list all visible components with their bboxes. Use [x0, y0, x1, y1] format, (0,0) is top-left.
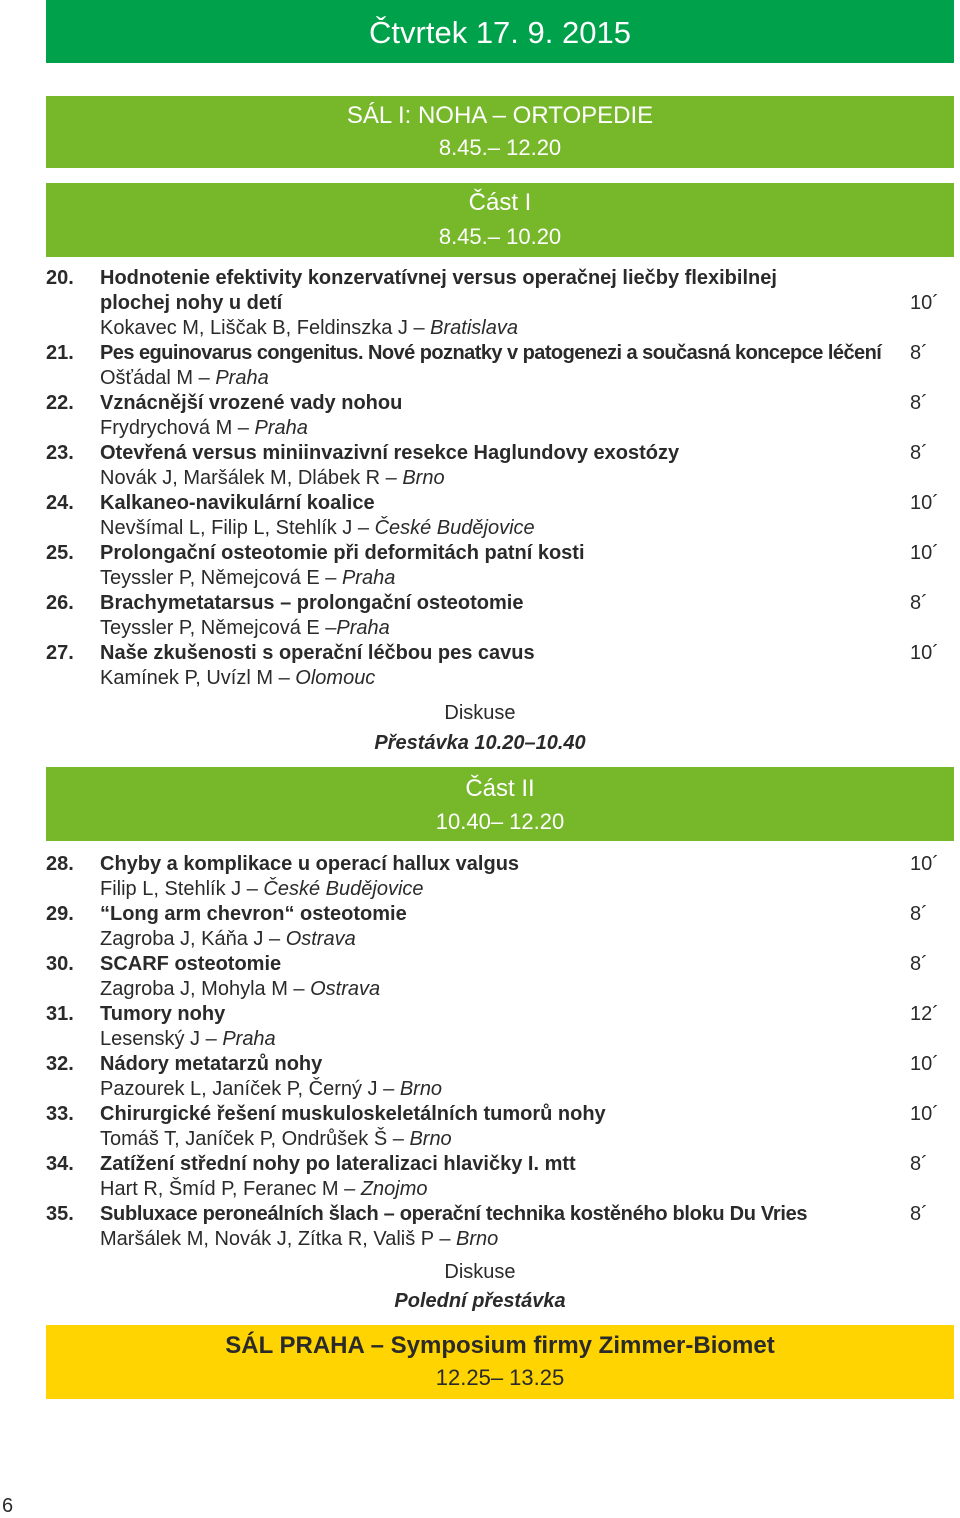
talk-city: Ostrava [310, 978, 381, 1000]
talk-city: Brno [456, 1228, 499, 1250]
part1-time: 8.45.– 10.20 [438, 224, 562, 249]
talk-city: Praha [222, 1028, 276, 1050]
talk-number: 24. [46, 492, 74, 514]
talk-city: Praha [254, 417, 308, 439]
talk-authors: Novák J, Maršálek M, Dlábek R – Brno [100, 467, 445, 489]
talk-authors: Pazourek L, Janíček P, Černý J – Brno [100, 1078, 443, 1100]
talk-title: Tumory nohy [100, 1003, 226, 1025]
talk-authors-row [0, 1126, 960, 1152]
talk-title: Kalkaneo-navikulární koalice [100, 492, 375, 514]
talk-authors-row [0, 515, 960, 541]
talk-title: Pes eguinovarus congenitus. Nové poznatky v patogenezi a současná koncepce léčení [100, 342, 882, 364]
authors: Nevšímal L, Filip L, Stehlík J [100, 517, 353, 539]
talk-number: 25. [46, 542, 74, 564]
talk-item [0, 1051, 960, 1077]
talk-duration: 8´ [910, 903, 928, 925]
talk-number: 34. [46, 1153, 74, 1175]
talk-title: Naše zkušenosti s operační léčbou pes cavus [100, 642, 535, 664]
talk-authors: Zagroba J, Káňa J – Ostrava [100, 928, 356, 950]
talk-item [0, 1201, 960, 1227]
talk-number: 32. [46, 1053, 74, 1075]
talk-authors-row [0, 976, 960, 1002]
authors: Maršálek M, Novák J, Zítka R, Vališ P [100, 1228, 434, 1250]
talk-title: “Long arm chevron“ osteotomie [100, 903, 407, 925]
talk-city: Praha [336, 617, 390, 639]
talk-authors-row [0, 315, 960, 341]
talk-number: 35. [46, 1203, 74, 1225]
talk-city: České Budějovice [374, 517, 535, 539]
part1-title: Část I [468, 189, 532, 216]
talk-item [0, 1151, 960, 1177]
talk-authors-row [0, 1076, 960, 1102]
talk-item [0, 1001, 960, 1027]
authors: Zagroba J, Káňa J [100, 928, 264, 950]
part2-time: 10.40– 12.20 [435, 809, 565, 834]
talk-city: Znojmo [360, 1178, 428, 1200]
talk-authors-row [0, 1026, 960, 1052]
talk-item-continued [0, 290, 960, 316]
talk-city: Praha [215, 367, 269, 389]
authors: Filip L, Stehlík J [100, 878, 242, 900]
talk-authors: Kokavec M, Liščak B, Feldinszka J – Bratislava [100, 317, 518, 339]
symposium-title: SÁL PRAHA – Symposium firmy Zimmer-Biomet [225, 1332, 775, 1359]
authors: Teyssler P, Němejcová E [100, 617, 320, 639]
symposium-time: 12.25– 13.25 [435, 1365, 565, 1390]
talk-authors-row [0, 365, 960, 391]
talk-city: Brno [409, 1128, 452, 1150]
talk-authors: Ošťádal M – Praha [100, 367, 269, 389]
talk-title: Vznácnější vrozené vady nohou [100, 392, 403, 414]
talk-title: Zatížení střední nohy po lateralizaci hlavičky I. mtt [100, 1153, 576, 1175]
talk-duration: 10´ [910, 1103, 939, 1125]
talk-item [0, 590, 960, 616]
talk-duration: 8´ [910, 442, 928, 464]
authors: Frydrychová M [100, 417, 233, 439]
talk-title: Prolongační osteotomie při deformitách patní kosti [100, 542, 585, 564]
talk-duration: 12´ [910, 1003, 939, 1025]
talk-duration: 10´ [910, 642, 939, 664]
discussion-label: Diskuse [444, 1261, 516, 1283]
talk-authors: Nevšímal L, Filip L, Stehlík J – České Budějovice [100, 517, 535, 539]
page-number: 6 [2, 1495, 14, 1517]
authors: Pazourek L, Janíček P, Černý J [100, 1078, 378, 1100]
talk-authors: Zagroba J, Mohyla M – Ostrava [100, 978, 381, 1000]
talk-authors: Hart R, Šmíd P, Feranec M – Znojmo [100, 1178, 428, 1200]
talk-duration: 10´ [910, 1053, 939, 1075]
lunch-break-label: Polední přestávka [394, 1290, 566, 1312]
talk-item [0, 540, 960, 566]
talk-item [0, 901, 960, 927]
talk-authors: Teyssler P, Němejcová E – Praha [100, 567, 396, 589]
talk-city: Ostrava [285, 928, 356, 950]
talk-item [0, 951, 960, 977]
talk-duration: 10´ [910, 542, 939, 564]
talk-number: 29. [46, 903, 74, 925]
talk-duration: 8´ [910, 392, 928, 414]
talk-title: Hodnotenie efektivity konzervatívnej versus operačnej liečby flexibilnej [100, 267, 777, 289]
talk-item [0, 640, 960, 666]
authors: Novák J, Maršálek M, Dlábek R [100, 467, 381, 489]
talk-duration: 8´ [910, 1203, 928, 1225]
talk-city: Brno [402, 467, 445, 489]
talk-title: Subluxace peroneálních šlach – operační technika kostěného bloku Du Vries [100, 1203, 808, 1225]
talk-number: 21. [46, 342, 74, 364]
talk-authors: Filip L, Stehlík J – České Budějovice [100, 878, 424, 900]
talk-authors: Maršálek M, Novák J, Zítka R, Vališ P – Brno [100, 1228, 499, 1250]
authors: Zagroba J, Mohyla M [100, 978, 288, 1000]
talk-city: Brno [399, 1078, 443, 1100]
talk-authors-row [0, 665, 960, 691]
talk-number: 28. [46, 853, 74, 875]
talk-city: Bratislava [430, 317, 518, 339]
talk-authors-row [0, 1226, 960, 1252]
talk-authors: Frydrychová M – Praha [100, 417, 308, 439]
talk-duration: 8´ [910, 1153, 928, 1175]
talk-item [0, 490, 960, 516]
talk-duration: 10´ [910, 292, 939, 314]
discussion-label: Diskuse [444, 702, 516, 724]
talk-number: 26. [46, 592, 74, 614]
part1-banner [46, 183, 954, 257]
talk-authors: Tomáš T, Janíček P, Ondrůšek Š – Brno [100, 1128, 452, 1150]
talk-title: Chirurgické řešení muskuloskeletálních tumorů nohy [100, 1103, 606, 1125]
talk-authors: Lesenský J – Praha [100, 1028, 276, 1050]
talk-title-line2: plochej nohy u detí [100, 292, 283, 314]
talk-number: 20. [46, 267, 74, 289]
talk-title: Otevřená versus miniinvazivní resekce Haglundovy exostózy [100, 442, 680, 464]
talk-authors-row [0, 565, 960, 591]
part2-title: Část II [465, 775, 535, 802]
authors: Ošťádal M [100, 367, 194, 389]
day-header: Čtvrtek 17. 9. 2015 [369, 15, 631, 50]
talk-authors-row [0, 926, 960, 952]
talk-number: 30. [46, 953, 74, 975]
talk-city: České Budějovice [263, 878, 424, 900]
talk-duration: 8´ [910, 342, 928, 364]
talk-authors: Kamínek P, Uvízl M – Olomouc [100, 667, 376, 689]
talk-authors: Teyssler P, Němejcová E –Praha [100, 617, 390, 639]
talk-item [0, 390, 960, 416]
talk-duration: 8´ [910, 953, 928, 975]
authors: Hart R, Šmíd P, Feranec M [100, 1178, 339, 1200]
authors: Teyssler P, Němejcová E [100, 567, 320, 589]
talk-authors-row [0, 1176, 960, 1202]
talk-authors-row [0, 876, 960, 902]
talk-number: 31. [46, 1003, 74, 1025]
talk-authors-row [0, 615, 960, 641]
authors: Lesenský J [100, 1028, 201, 1050]
talk-number: 33. [46, 1103, 74, 1125]
talk-title: Nádory metatarzů nohy [100, 1053, 323, 1075]
part2-banner [46, 767, 954, 841]
talk-duration: 10´ [910, 853, 939, 875]
talk-city: Praha [341, 567, 396, 589]
talk-item [0, 340, 960, 366]
talk-number: 27. [46, 642, 74, 664]
talk-item [0, 265, 960, 291]
talk-duration: 10´ [910, 492, 939, 514]
break-label: Přestávka 10.20–10.40 [374, 732, 586, 754]
authors: Kokavec M, Liščak B, Feldinszka J [100, 317, 408, 339]
symposium-banner [46, 1325, 954, 1399]
talk-authors-row [0, 415, 960, 441]
authors: Kamínek P, Uvízl M [100, 667, 274, 689]
talk-authors-row [0, 465, 960, 491]
talk-item [0, 440, 960, 466]
talk-city: Olomouc [295, 667, 376, 689]
talk-title: Chyby a komplikace u operací hallux valgus [100, 853, 520, 875]
talk-number: 23. [46, 442, 74, 464]
talk-duration: 8´ [910, 592, 928, 614]
talk-title: Brachymetatarsus – prolongační osteotomie [100, 592, 524, 614]
talk-item [0, 1101, 960, 1127]
hall-title: SÁL I: NOHA – ORTOPEDIE [346, 102, 654, 129]
authors: Tomáš T, Janíček P, Ondrůšek Š [100, 1128, 388, 1150]
day-header-banner [46, 0, 954, 63]
hall-time: 8.45.– 12.20 [438, 135, 562, 160]
talk-title: SCARF osteotomie [100, 953, 282, 975]
talk-item [0, 851, 960, 877]
talk-number: 22. [46, 392, 74, 414]
hall-banner [46, 96, 954, 168]
